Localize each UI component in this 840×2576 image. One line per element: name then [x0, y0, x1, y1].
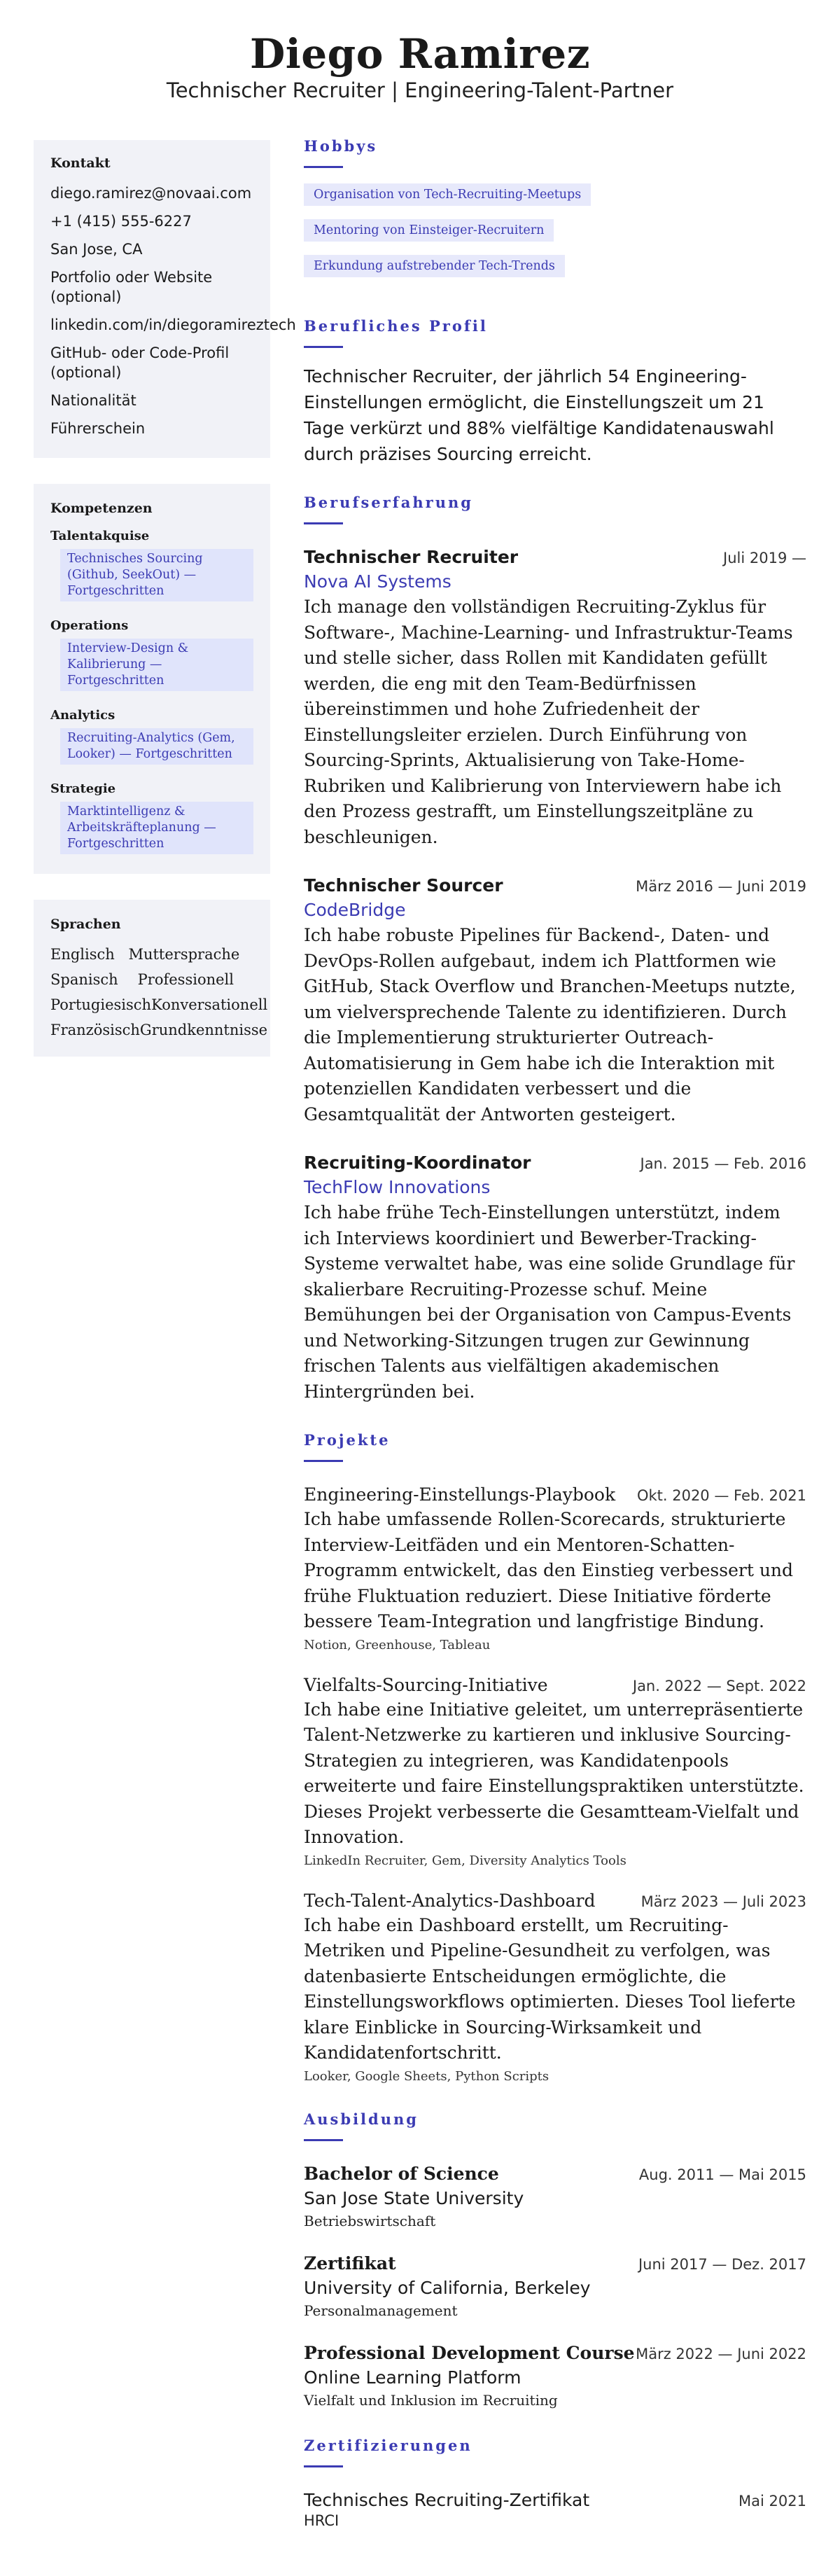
contact-card [34, 140, 296, 458]
project-dates: Jan. 2022 — Sept. 2022 [632, 1677, 806, 1694]
project-header [304, 1483, 806, 1507]
education-entry [304, 2162, 806, 2231]
skill-item: Marktintelligenz & Arbeitskräfteplanung — Fortgeschritten [60, 802, 253, 854]
job-company: Nova AI Systems [304, 571, 451, 592]
project-title: Tech-Talent-Analytics-Dashboard [304, 1890, 596, 1911]
education-school: Online Learning Platform [304, 2367, 522, 2388]
language-row [50, 970, 253, 989]
job-header [304, 1151, 806, 1175]
job-entry [304, 874, 806, 1127]
education-entry [304, 2252, 806, 2320]
contact-heading: Kontakt [50, 155, 111, 171]
education-dates: Juni 2017 — Dez. 2017 [638, 2255, 806, 2273]
job-dates: Juli 2019 — [723, 550, 806, 566]
certifications-section [304, 2437, 806, 2529]
job-header [304, 545, 806, 569]
education-header [304, 2252, 806, 2276]
contact-website[interactable]: Portfolio oder Website (optional) [50, 269, 213, 305]
certification-header [304, 2488, 806, 2512]
job-dates: Jan. 2015 — Feb. 2016 [640, 1155, 806, 1172]
hobby-tag: Organisation von Tech-Recruiting-Meetups [304, 183, 591, 206]
education-section [304, 2110, 806, 2410]
contact-license: Führerschein [50, 420, 146, 437]
experience-section [304, 494, 806, 1405]
project-entry [304, 1673, 806, 1868]
education-heading: Ausbildung [304, 2110, 419, 2128]
language-row [50, 1020, 268, 1040]
profile-section [304, 317, 806, 467]
language-row [50, 995, 268, 1015]
project-description: Ich habe umfassende Rollen-Scorecards, strukturierte Interview-Leitfäden und ein Mentoren-Schatten-Programm entwickelt, das den Einstieg verbessert und frühe Fluktuation reduziert. Diese Initiative förderte bessere Team-Integration und langfristige Bindung. [304, 1509, 794, 1631]
section-divider [304, 522, 343, 524]
hobby-tag: Erkundung aufstrebender Tech-Trends [304, 255, 565, 277]
resume-layout [0, 106, 840, 2556]
project-title: Vielfalts-Sourcing-Initiative [304, 1674, 548, 1695]
job-entry [304, 1151, 806, 1405]
project-tech: Looker, Google Sheets, Python Scripts [304, 2068, 550, 2084]
job-dates: März 2016 — Juni 2019 [636, 878, 806, 895]
contact-nationality: Nationalität [50, 392, 136, 409]
skill-item: Technisches Sourcing (Github, SeekOut) — Fortgeschritten [60, 549, 253, 601]
hobbies-section [304, 137, 806, 291]
candidate-name: Diego Ramirez [249, 30, 591, 78]
skill-category: Strategie [50, 781, 116, 796]
skill-category: Analytics [50, 708, 115, 723]
job-title: Recruiting-Koordinator [304, 1153, 531, 1173]
languages-card [34, 900, 270, 1057]
education-header [304, 2162, 806, 2186]
section-divider [304, 2139, 343, 2141]
project-tech: LinkedIn Recruiter, Gem, Diversity Analytics Tools [304, 1853, 626, 1868]
education-degree: Professional Development Course [304, 2342, 635, 2363]
language-level: Konversationell [151, 996, 268, 1013]
education-dates: Aug. 2011 — Mai 2015 [638, 2166, 806, 2183]
skill-category: Talentakquise [50, 529, 150, 543]
education-dates: März 2022 — Juni 2022 [636, 2345, 806, 2362]
resume-header [0, 0, 840, 106]
education-entry [304, 2341, 806, 2410]
education-field: Personalmanagement [304, 2302, 458, 2319]
education-degree: Zertifikat [304, 2253, 396, 2274]
section-divider [304, 166, 343, 168]
language-level: Professionell [137, 971, 234, 988]
project-dates: Okt. 2020 — Feb. 2021 [636, 1487, 806, 1504]
language-name: Englisch [50, 946, 115, 963]
job-description: Ich habe frühe Tech-Einstellungen unterstützt, indem ich Interviews koordiniert und Bewerber-Tracking-Systeme verwaltet habe, was eine solide Grundlage für skalierbare Recruiting-Prozesse schuf. Meine Bemühungen bei der Organisation von Campus-Events und Networking-Sitzungen trugen zur Gewinnung frischen Talents aus vielfältigen akademischen Hintergründen bei. [304, 1202, 795, 1402]
certification-title: Technisches Recruiting-Zertifikat [304, 2489, 590, 2510]
hobbies-heading: Hobbys [304, 137, 378, 155]
job-header [304, 874, 806, 898]
projects-section [304, 1431, 806, 2084]
language-level: Grundkenntnisse [139, 1022, 268, 1038]
certification-date: Mai 2021 [738, 2492, 806, 2509]
job-title: Technischer Sourcer [304, 875, 503, 896]
project-entry [304, 1483, 806, 1652]
education-school: University of California, Berkeley [304, 2277, 591, 2298]
contact-phone[interactable]: +1 (415) 555-6227 [50, 213, 192, 230]
languages-heading: Sprachen [50, 917, 121, 932]
education-header [304, 2341, 806, 2365]
job-description: Ich manage den vollständigen Recruiting-Zyklus für Software-, Machine-Learning- und Infrastruktur-Teams und stelle sicher, dass Rollen mit Kandidaten gefüllt werden, die eng mit den Team-Bedürfnissen übereinstimmen und hohe Zufriedenheit der Einstellungsleiter erzielen. Durch Einführung von Sourcing-Sprints, Aktualisierung von Take-Home-Rubriken und Kalibrierung von Interviewern habe ich den Prozess gestrafft, um Einstellungszeitpläne zu beschleunigen. [304, 597, 793, 847]
project-header [304, 1889, 806, 1913]
contact-location: San Jose, CA [50, 241, 143, 258]
candidate-subtitle: Technischer Recruiter | Engineering-Talent-Partner [166, 78, 674, 102]
sidebar [34, 140, 296, 2556]
certification-entry [304, 2488, 806, 2529]
contact-github[interactable]: GitHub- oder Code-Profil (optional) [50, 344, 230, 381]
experience-heading: Berufserfahrung [304, 494, 473, 511]
project-description: Ich habe ein Dashboard erstellt, um Recruiting-Metriken und Pipeline-Gesundheit zu verfolgen, was datenbasierte Entscheidungen ermöglichte, die Einstellungsworkflows optimierten. Dieses Tool lieferte klare Einblicke in Sourcing-Wirksamkeit und Kandidatenfortschritt. [304, 1914, 796, 2063]
education-school: San Jose State University [304, 2187, 524, 2208]
skills-heading: Kompetenzen [50, 501, 153, 516]
section-divider [304, 2465, 343, 2467]
certifications-heading: Zertifizierungen [304, 2436, 472, 2454]
project-tech: Notion, Greenhouse, Tableau [304, 1637, 491, 1652]
skill-item: Recruiting-Analytics (Gem, Looker) — Fortgeschritten [60, 728, 253, 765]
contact-email[interactable]: diego.ramirez@novaai.com [50, 185, 252, 202]
education-field: Betriebswirtschaft [304, 2212, 436, 2229]
main-content [304, 137, 806, 2556]
projects-heading: Projekte [304, 1431, 391, 1449]
job-title: Technischer Recruiter [304, 547, 519, 567]
skill-category: Operations [50, 618, 129, 633]
job-company: CodeBridge [304, 900, 406, 920]
contact-linkedin[interactable]: linkedin.com/in/diegoramireztech [50, 316, 296, 333]
hobby-tag: Mentoring von Einsteiger-Recruitern [304, 219, 554, 242]
section-divider [304, 1460, 343, 1462]
education-field: Vielfalt und Inklusion im Recruiting [304, 2391, 558, 2409]
project-dates: März 2023 — Juli 2023 [640, 1893, 806, 1910]
language-name: Portugiesisch [50, 996, 152, 1013]
job-company: TechFlow Innovations [304, 1177, 491, 1197]
profile-summary: Technischer Recruiter, der jährlich 54 Engineering-Einstellungen ermöglicht, die Einstellungszeit um 21 Tage verkürzt und 88% vielfältige Kandidatenauswahl durch präzises Sourcing erreicht. [304, 366, 774, 464]
language-level: Muttersprache [128, 946, 240, 963]
skill-item: Interview-Design & Kalibrierung — Fortgeschritten [60, 639, 253, 691]
education-degree: Bachelor of Science [304, 2163, 499, 2184]
project-entry [304, 1889, 806, 2084]
language-name: Spanisch [50, 971, 118, 988]
hobby-list [304, 183, 806, 291]
language-name: Französisch [50, 1022, 140, 1038]
project-title: Engineering-Einstellungs-Playbook [304, 1484, 616, 1505]
job-entry [304, 545, 806, 850]
skills-card [34, 484, 270, 874]
section-divider [304, 346, 343, 348]
project-description: Ich habe eine Initiative geleitet, um unterrepräsentierte Talent-Netzwerke zu kartieren und inklusive Sourcing-Strategien zu integrieren, was Kandidatenpools erweiterte und faire Einstellungspraktiken unterstützte. Dieses Projekt verbesserte die Gesamtteam-Vielfalt und Innovation. [304, 1699, 804, 1847]
job-description: Ich habe robuste Pipelines für Backend-, Daten- und DevOps-Rollen aufgebaut, indem ich Plattformen wie GitHub, Stack Overflow und Branchen-Meetups nutzte, um vielversprechende Talente zu identifizieren. Durch die Implementierung strukturierter Outreach-Automatisierung in Gem habe ich die Interaktion mit potenziellen Kandidaten verbessert und die Gesamtqualität der Antworten gesteigert. [304, 925, 796, 1125]
certification-issuer: HRCI [304, 2512, 340, 2529]
language-row [50, 945, 253, 964]
project-header [304, 1673, 806, 1697]
profile-heading: Berufliches Profil [304, 317, 488, 335]
